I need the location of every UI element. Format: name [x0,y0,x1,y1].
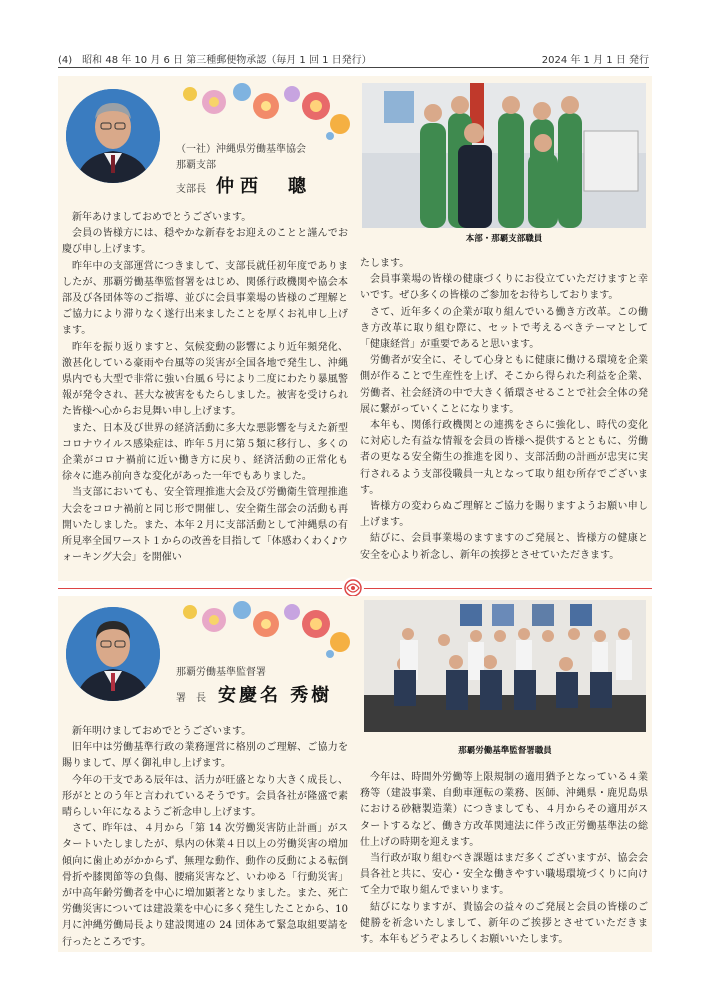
branch-greeting-left-column [62,210,348,566]
paragraph: さて、昨年は、４月から「第 14 次労働災害防止計画」がスタートいたしましたが、県内の休業４日以上の労働災害の増加傾向に歯止めがかからず、無理な動作、動作の反動による転倒骨折や膝関節等の負傷、腰痛災害など、いわゆる「行動災害」が中高年齢労働者を中心に増加顕著となりました。また、死亡労働災害については建設業を中心に多く発生したことから、10 月に沖縄労働局長より建設関連の 24 団体あて緊急取組要請を行ったところです。 [62,823,348,948]
paragraph: たします。 [360,258,410,269]
paragraph: 今年の干支である辰年は、活力が旺盛となり大きく成長し、形がととのう年と言われているそうです。会員各社が隆盛で素晴らしい年になるようご祈念申し上げます。 [62,774,348,819]
office-chief-title: 署 長 [176,693,206,704]
paragraph: 昨年を振り返りますと、気候変動の影響により近年頻発化、激甚化している豪雨や台風等の災害が全国各地で発生し、沖縄県内でも大型で非常に強い台風６号により二度にわたり暴風警報が発令され、甚大な被害をもたらしました。被害を受けられた皆様へ心からお見舞い申し上げます。 [62,341,348,418]
paragraph: 結びに、会員事業場のますますのご発展と、皆様方の健康と安全を心より祈念し、新年の挨拶とさせていただきます。 [360,533,648,561]
branch-photo-caption: 本部・那覇支部職員 [465,234,543,244]
branch-name: 那覇支部 [176,160,216,171]
office-photo-caption: 那覇労働基準監督署職員 [458,746,552,756]
office-greeting-right-column [360,770,648,948]
office-name: 那覇労働基準監督署 [176,667,266,678]
branch-chief-name: 仲西 聰 [216,176,312,197]
paragraph: 旧年中は労働基準行政の業務運営に格別のご理解、ご協力を賜りまして、厚く御礼申し上げます。 [62,742,348,770]
branch-chief-title: 支部長 [176,184,206,195]
branch-greeting-right-column [360,256,648,564]
paragraph: 当行政が取り組むべき課題はまだ多くございますが、協会会員各社と共に、安心・安全な働きやすい職場環境づくりに向けて全力で取り組んでまいります。 [360,853,648,897]
flower-ornament-top [180,80,352,140]
portrait-branch-chief [66,89,160,183]
paragraph: 新年あけましておめでとうございます。 [72,212,252,223]
page-header [58,51,649,66]
paragraph: 新年明けましておめでとうございます。 [72,726,252,737]
paragraph: 結びになりますが、貴協会の益々のご発展と会員の皆様のご健勝を祈念いたしまして、新年のご挨拶とさせていただきます。本年もどうぞよろしくお願いいたします。 [360,901,648,946]
paragraph: 昨年中の支部運営につきまして、支部長就任初年度でありましたが、那覇労働基準監督署をはじめ、関係行政機関や協会本部及び各団体等のご指導、並びに会員事業場の皆様のご理解とご協力により滞りなく遂行出来ましたことを厚くお礼申し上げます。 [62,260,348,337]
association-name: （一社）沖縄県労働基準協会 [176,144,306,155]
paragraph: 会員の皆様方には、穏やかな新春をお迎えのことと謹んでお慶び申し上げます。 [62,228,348,256]
flower-ornament-bottom [180,598,352,658]
paragraph: 労働者が安全に、そして心身ともに健康に働ける環境を企業側が作ることで生産性を上げ、そこから得られた利益を企業、労働者、社会経済の中で大きく循環させることで社会全体の発展に繋がっていくことになります。 [360,355,648,415]
office-greeting-left-column [62,724,348,951]
paragraph: また、日本及び世界の経済活動に多大な悪影響を与えた新型コロナウイルス感染症は、昨年５月に第５類に移行し、多くの企業がコロナ禍前に近い働き方に戻り、経済活動の正常化も徐々に進み前向きな変化があった一年でもありました。 [62,422,348,483]
paragraph: 会員事業場の皆様の健康づくりにお役立ていただけますと幸いです。ぜひ多くの皆様のご参加をお待ちしております。 [360,274,648,302]
paragraph: さて、近年多くの企業が取り組んでいる働き方改革。この働き方改革に取り組む際に、セットで考えるべきテーマとして「健康経営」が重要であると思います。 [360,306,648,351]
paragraph: 今年は、時間外労働等上限規制の適用猶予となっている４業務等（建設事業、自動車運転の業務、医師、沖縄県・鹿児島県における砂糖製造業）につきましても、４月からその適用がスタートするなど、働き方改革関連法に伴う改正労働基準法の総仕上げの時期を迎えます。 [360,772,648,848]
portrait-office-chief [66,607,160,701]
header-issue-date: 2024 年 1 月 1 日 発行 [541,55,649,66]
paragraph: 本年も、関係行政機関との連携をさらに強化し、時代の変化に対応した有益な情報を会員の皆様へ提供するとともに、労働者の更なる安全衛生の推進を図り、支部活動の計画が忠実に実行されるよう支部役職員一丸となって取り組む所存でございます。 [360,420,648,496]
office-staff-photo [364,600,646,732]
branch-staff-photo [362,83,646,228]
paragraph: 当支部においても、安全管理推進大会及び労働衛生管理推進大会をコロナ禍前と同じ形で開催し、安全衛生部会の活動も再開いたしました。また、本年２月に支部活動として沖縄県の有所見率全国ワースト１からの改善を目指して「体感わくわく♪ウォーキング大会」を開催い [62,487,348,564]
header-publication-info: (4) 昭和 48 年 10 月 6 日 第三種郵便物承認（毎月 1 回 1 日発行） [58,55,372,66]
office-chief-name: 安慶名 秀樹 [218,685,333,706]
header-rule [58,67,649,68]
paragraph: 皆様方の変わらぬご理解とご協力を賜りますようお願い申し上げます。 [360,501,648,529]
